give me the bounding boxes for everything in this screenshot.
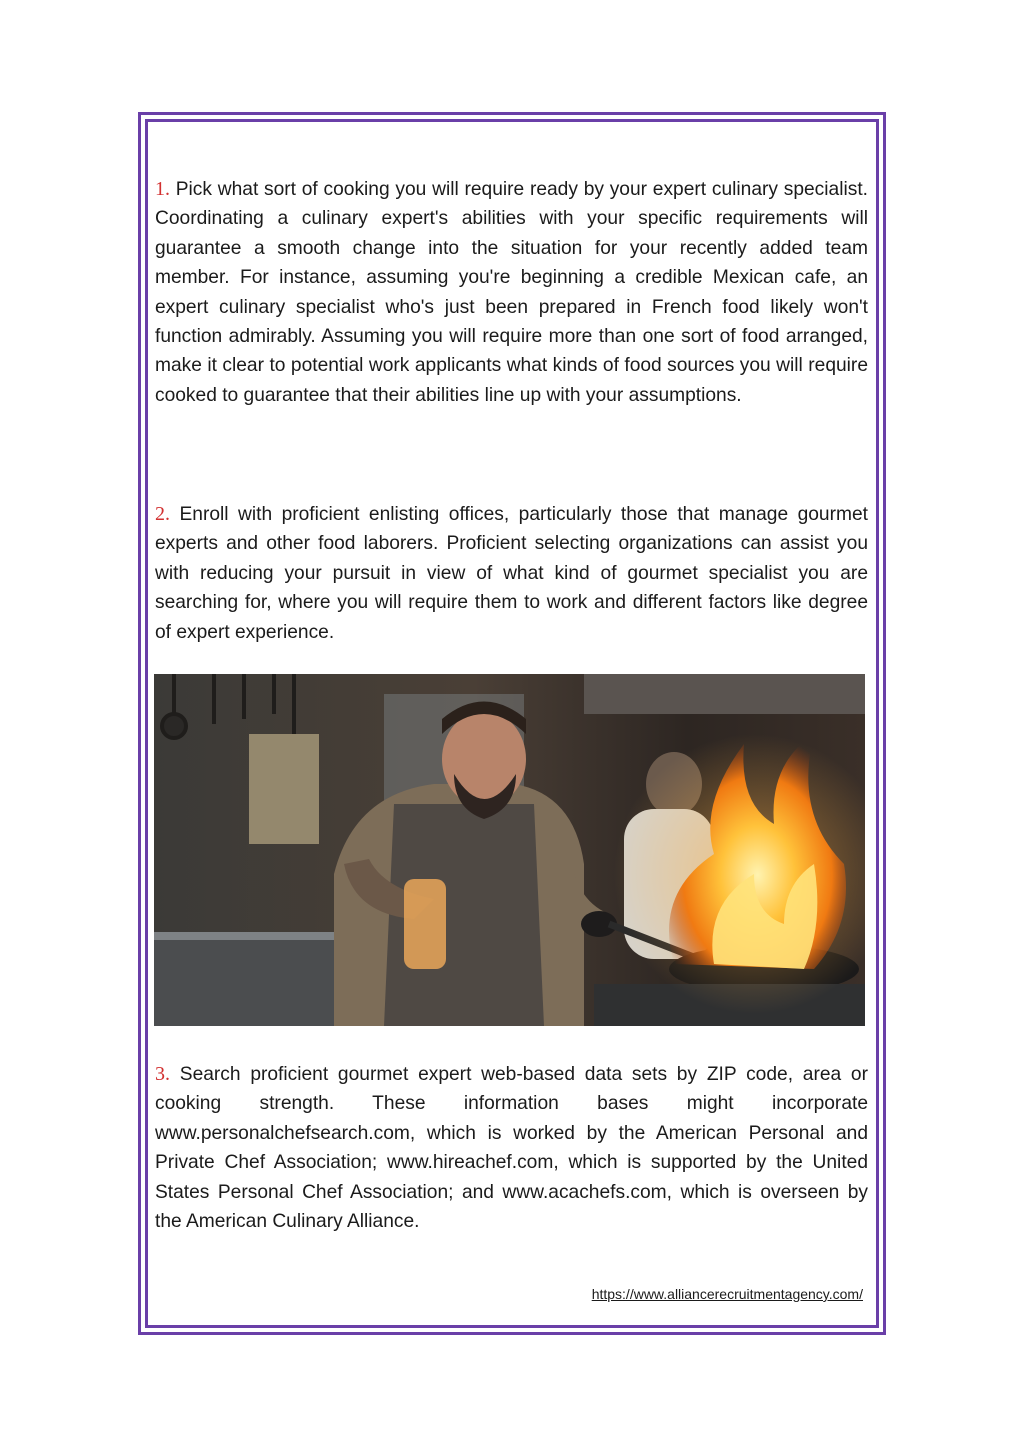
item-number-3: 3. [155, 1063, 170, 1085]
item-number-1: 1. [155, 178, 170, 200]
list-item-3 [155, 1060, 868, 1236]
list-item-1 [155, 175, 868, 410]
item-text-1: Pick what sort of cooking you will require ready by your expert culinary specialist. Coordinating a culinary expert's abilities with your specific requirements will guarantee a smooth change into the situation for your recently added team member. For instance, assuming you're beginning a credible Mexican cafe, an expert culinary specialist who's just been prepared in French food likely won't function admirably. Assuming you will require more than one sort of food arranged, make it clear to potential work applicants what kinds of food sources you will require cooked to guarantee that their abilities line up with your assumptions. [155, 179, 868, 406]
list-item-2 [155, 500, 868, 647]
item-text-2: Enroll with proficient enlisting offices, particularly those that manage gourmet experts and other food laborers. Proficient selecting organizations can assist you with reducing your pursuit in view of what kind of gourmet specialist you are searching for, where you will require them to work and different factors like degree of expert experience. [155, 504, 868, 643]
item-text-3: Search proficient gourmet expert web-based data sets by ZIP code, area or cooking strength. These information bases might incorporate www.personalchefsearch.com, which is worked by the American Personal and Private Chef Association; www.hireachef.com, which is supported by the United States Personal Chef Association; and www.acachefs.com, which is overseen by the American Culinary Alliance. [155, 1064, 868, 1233]
item-number-2: 2. [155, 503, 170, 525]
chef-flambe-photo [154, 674, 865, 1026]
footer-website-link[interactable]: https://www.alliancerecruitmentagency.com/ [591, 1286, 863, 1302]
